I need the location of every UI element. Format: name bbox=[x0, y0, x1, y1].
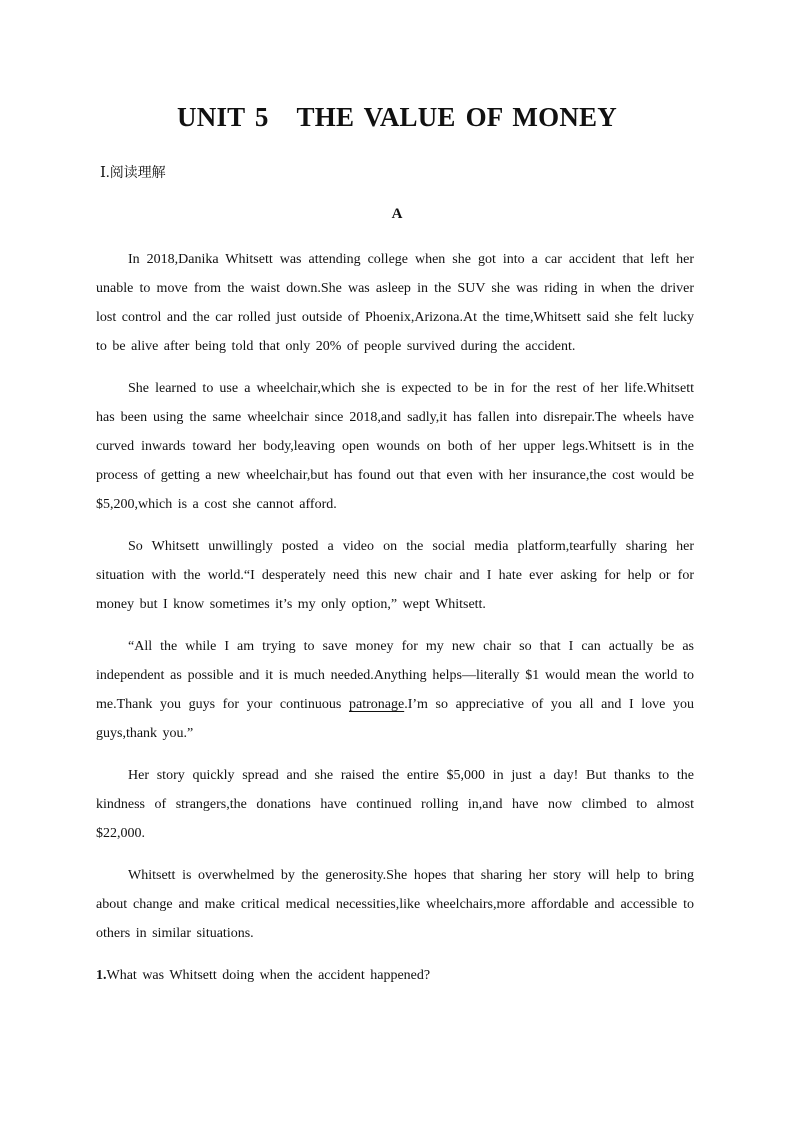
paragraph-4-after: .I’m so appreciative of you all and I love you guys,thank you.” bbox=[96, 697, 694, 741]
paragraph-1: In 2018,Danika Whitsett was attending college when she got into a car accident that left her unable to move from the waist down.She was asleep in the SUV she was riding in when the driver lost control and the car rolled just outside of Phoenix,Arizona.At the time,Whitsett said she felt lucky to be alive after being told that only 20% of people survived during the accident. bbox=[96, 252, 694, 354]
page-title bbox=[0, 102, 794, 133]
passage-label: A bbox=[391, 206, 403, 222]
paragraph-4-before: “All the while I am trying to save money for my new chair so that I can actually be as independent as possible and it is much needed.Anything helps—literally $1 would mean the world to me.Thank you guys for your continuous bbox=[96, 639, 694, 712]
question-1 bbox=[96, 961, 694, 990]
paragraph-6: Whitsett is overwhelmed by the generosity.She hopes that sharing her story will help to bring about change and make critical medical necessities,like wheelchairs,more affordable and accessible to others in similar situations. bbox=[96, 868, 694, 941]
section-label: 阅读理解 bbox=[109, 165, 166, 181]
section-numeral: Ⅰ. bbox=[100, 165, 110, 181]
question-number: 1. bbox=[96, 968, 107, 983]
question-text: What was Whitsett doing when the accident happened? bbox=[106, 968, 431, 983]
paragraph-3: So Whitsett unwillingly posted a video on the social media platform,tearfully sharing her situation with the world.“I desperately need this new chair and I hate ever asking for help or for money but I know sometimes it’s my only option,” wept Whitsett. bbox=[96, 539, 694, 612]
paragraph-5: Her story quickly spread and she raised the entire $5,000 in just a day! But thanks to the kindness of strangers,the donations have continued rolling in,and have now climbed to almost $22,000. bbox=[96, 768, 694, 841]
title-topic: THE VALUE OF MONEY bbox=[296, 102, 617, 132]
paragraph-4 bbox=[96, 632, 694, 748]
section-heading bbox=[100, 162, 166, 182]
paragraph-2: She learned to use a wheelchair,which she is expected to be in for the rest of her life.Whitsett has been using the same wheelchair since 2018,and sadly,it has fallen into disrepair.The wheels have curved inwards toward her body,leaving open wounds on both of her upper legs.Whitsett is in the process of getting a new wheelchair,but has found out that even with her insurance,the cost would be $5,200,which is a cost she cannot afford. bbox=[96, 381, 694, 512]
title-unit: UNIT 5 bbox=[177, 102, 269, 132]
underlined-word-patronage: patronage bbox=[348, 697, 405, 712]
passage-body bbox=[96, 245, 694, 990]
